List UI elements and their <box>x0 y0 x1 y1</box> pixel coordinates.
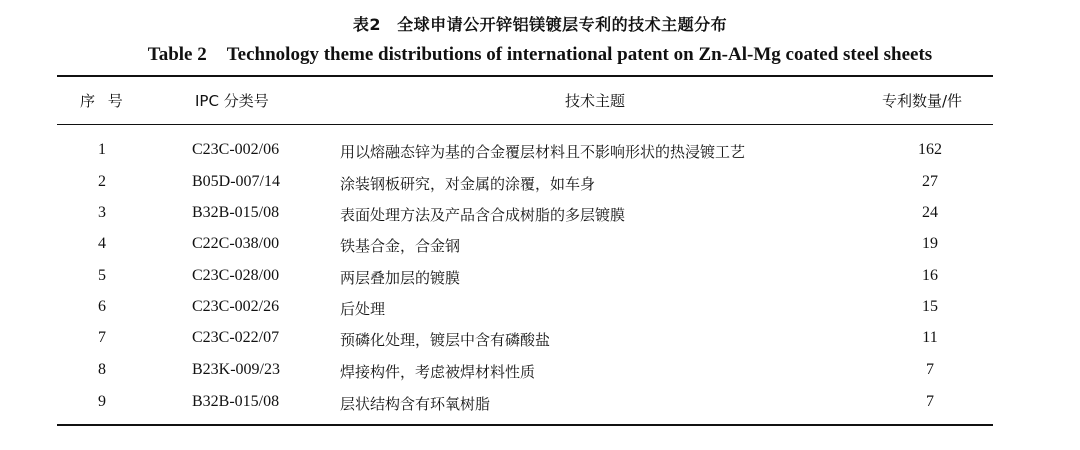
cell-ipc: C23C-002/26 <box>192 298 280 315</box>
cell-count: 27 <box>922 173 938 190</box>
table-caption-en <box>0 44 1080 66</box>
cell-ipc: B05D-007/14 <box>192 173 280 190</box>
cell-topic: 后处理 <box>340 300 386 318</box>
table-top-rule <box>57 75 993 77</box>
cell-topic: 两层叠加层的镀膜 <box>340 269 461 287</box>
cell-ipc: C23C-002/06 <box>192 141 280 158</box>
header-ipc: IPC 分类号 <box>195 92 269 110</box>
table-row <box>0 393 1080 425</box>
cell-count: 11 <box>922 329 938 346</box>
header-topic: 技术主题 <box>565 92 626 110</box>
table-label-en: Table 2 <box>147 44 207 65</box>
cell-count: 15 <box>922 298 938 315</box>
table-title-zh: 全球申请公开锌铝镁镀层专利的技术主题分布 <box>397 15 728 34</box>
cell-topic: 表面处理方法及产品含合成树脂的多层镀膜 <box>340 206 626 224</box>
cell-ipc: B32B-015/08 <box>192 204 280 221</box>
cell-seq: 9 <box>98 393 106 410</box>
table-row <box>0 204 1080 236</box>
cell-ipc: C23C-028/00 <box>192 267 280 284</box>
header-count: 专利数量/件 <box>882 92 963 110</box>
table-label-zh: 表2 <box>352 15 382 34</box>
cell-seq: 7 <box>98 329 106 346</box>
cell-count: 19 <box>922 235 938 252</box>
cell-ipc: B32B-015/08 <box>192 393 280 410</box>
cell-seq: 5 <box>98 267 106 284</box>
cell-count: 7 <box>926 393 934 410</box>
table-row <box>0 267 1080 299</box>
table-title-en: Technology theme distributions of international patent on Zn-Al-Mg coated steel sheets <box>226 44 933 65</box>
cell-topic: 涂装钢板研究，对金属的涂覆，如车身 <box>340 175 596 193</box>
header-seq: 序 号 <box>80 92 127 110</box>
cell-topic: 用以熔融态锌为基的合金覆层材料且不影响形状的热浸镀工艺 <box>340 143 746 161</box>
table-row <box>0 329 1080 361</box>
cell-seq: 8 <box>98 361 106 378</box>
cell-topic: 预磷化处理，镀层中含有磷酸盐 <box>340 331 551 349</box>
cell-ipc: C23C-022/07 <box>192 329 280 346</box>
cell-seq: 4 <box>98 235 106 252</box>
cell-ipc: C22C-038/00 <box>192 235 280 252</box>
cell-ipc: B23K-009/23 <box>192 361 280 378</box>
table-row <box>0 361 1080 393</box>
table-row <box>0 298 1080 330</box>
cell-count: 7 <box>926 361 934 378</box>
cell-count: 16 <box>922 267 938 284</box>
cell-topic: 铁基合金，合金钢 <box>340 237 461 255</box>
cell-topic: 层状结构含有环氧树脂 <box>340 395 491 413</box>
cell-count: 162 <box>918 141 942 158</box>
table-row <box>0 141 1080 173</box>
cell-seq: 6 <box>98 298 106 315</box>
cell-seq: 3 <box>98 204 106 221</box>
table-row <box>0 173 1080 205</box>
table-caption-zh <box>0 12 1080 35</box>
table-bottom-rule <box>57 424 993 426</box>
table-row <box>0 235 1080 267</box>
cell-topic: 焊接构件，考虑被焊材料性质 <box>340 363 536 381</box>
cell-count: 24 <box>922 204 938 221</box>
table-header-rule <box>57 124 993 125</box>
cell-seq: 2 <box>98 173 106 190</box>
cell-seq: 1 <box>98 141 106 158</box>
